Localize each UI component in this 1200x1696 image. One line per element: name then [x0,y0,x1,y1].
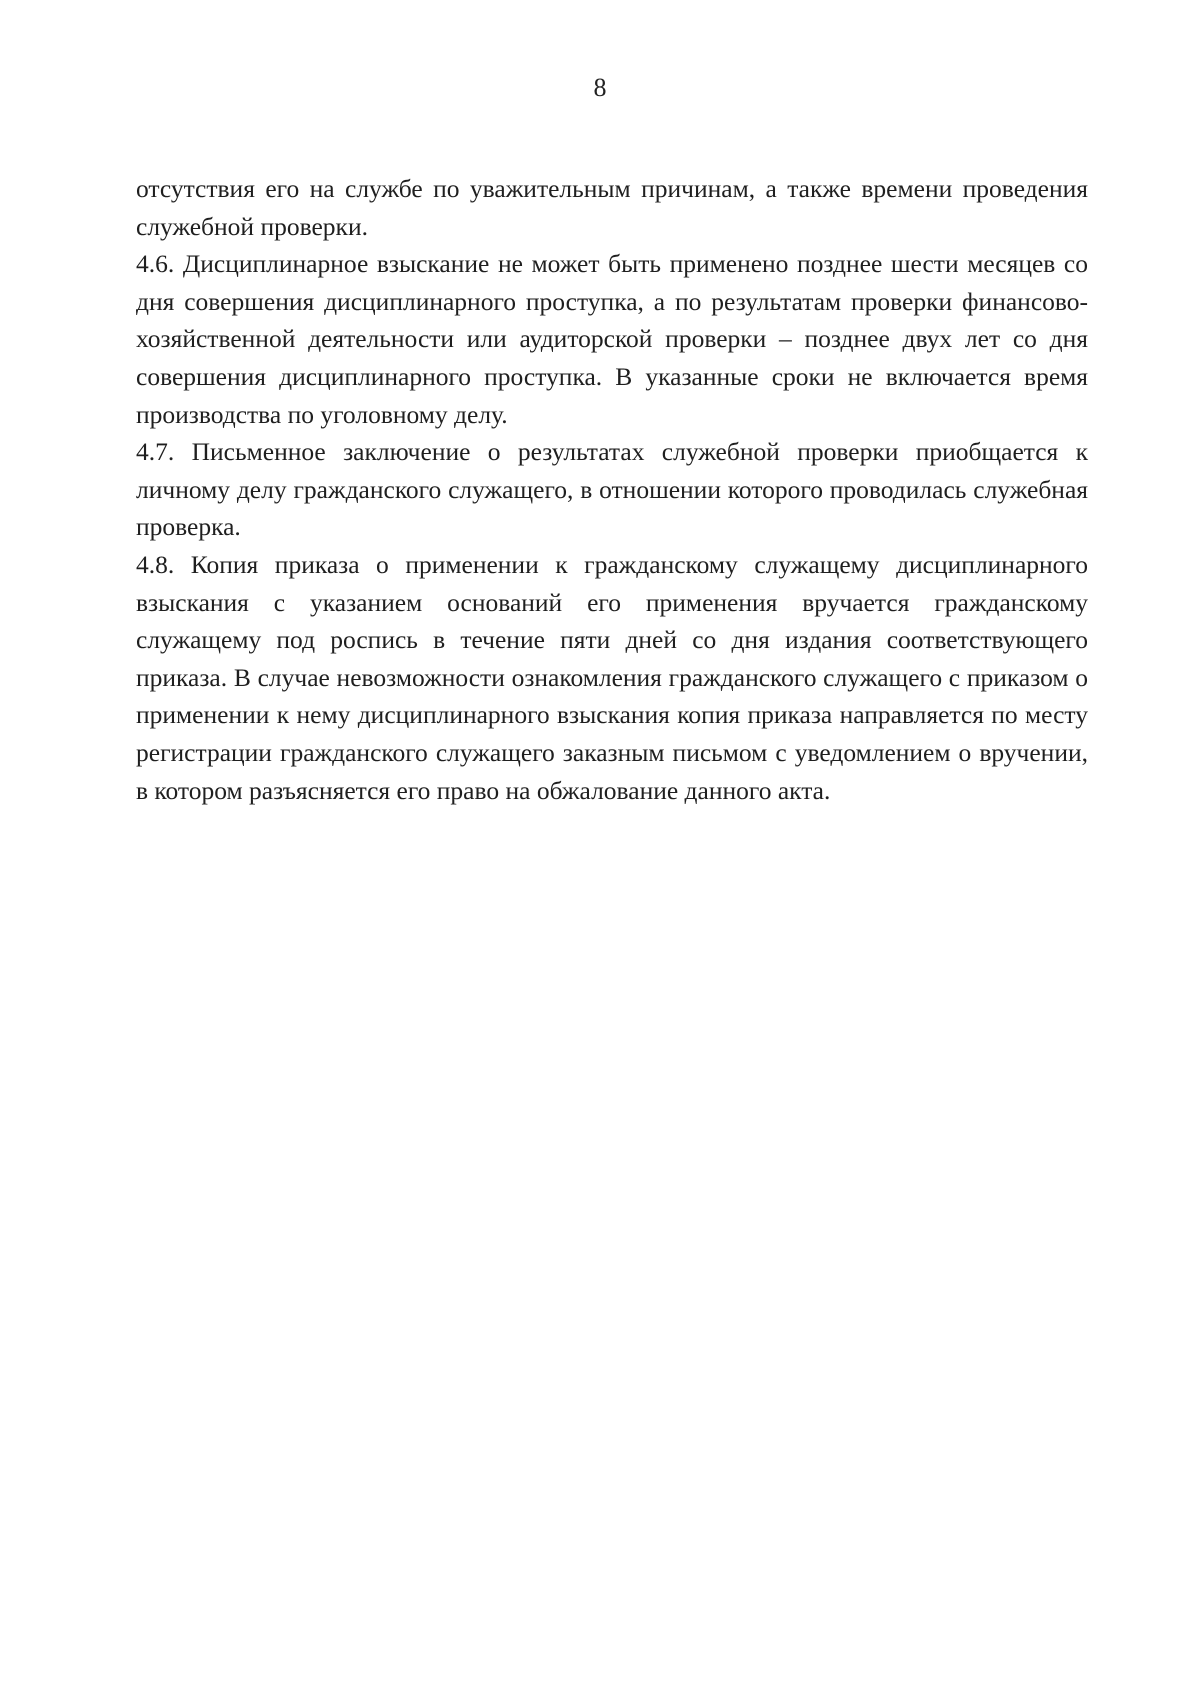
document-body [136,170,1088,809]
paragraph-4-7: 4.7. Письменное заключение о результатах служебной проверки приобщается к личному делу гражданского служащего, в отношении которого проводилась служебная проверка. [136,437,1088,542]
paragraph-4-8: 4.8. Копия приказа о применении к гражданскому служащему дисциплинарного взыскания с указанием оснований его применения вручается гражданскому служащему под роспись в течение пяти дней со дня издания соответствующего приказа. В случае невозможности ознакомления гражданского служащего с приказом о применении к нему дисциплинарного взыскания копия приказа направляется по месту регистрации гражданского служащего заказным письмом с уведомлением о вручении, в котором разъясняется его право на обжалование данного акта. [136,549,1088,805]
page-number: 8 [593,73,607,102]
paragraph-4-6: 4.6. Дисциплинарное взыскание не может быть применено позднее шести месяцев со дня совершения дисциплинарного проступка, а по результатам проверки финансово-хозяйственной деятельности или аудиторской проверки – позднее двух лет со дня совершения дисциплинарного проступка. В указанные сроки не включается время производства по уголовному делу. [136,249,1088,429]
paragraph-continuation: отсутствия его на службе по уважительным причинам, а также времени проведения служебной проверки. [136,174,1088,241]
